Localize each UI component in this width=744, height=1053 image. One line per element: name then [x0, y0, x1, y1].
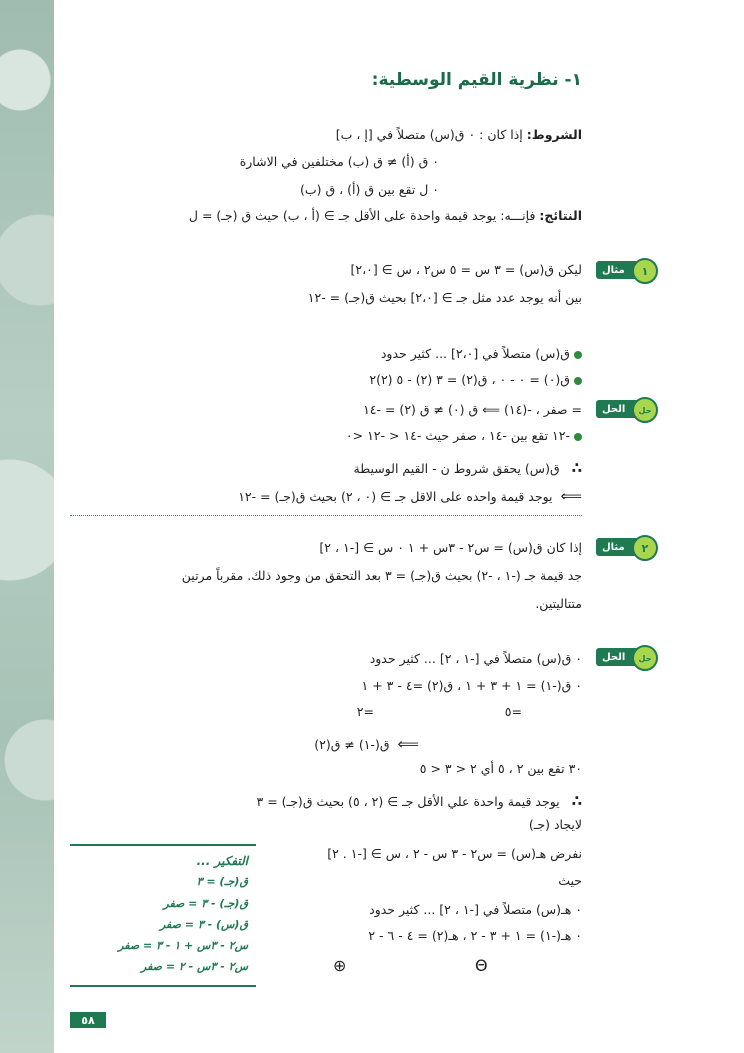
thinking-box — [70, 844, 256, 986]
example2-line1: إذا كان ق(س) = س٢ - ٣س + ١ ٠ س ∋ [-١ ، ٢] — [319, 540, 582, 555]
example2-badge — [596, 538, 652, 556]
example1-step6 — [238, 487, 582, 505]
example2-step5: ٣٠ تقع بين ٢ ، ٥ أي ٢ < ٣ < ٥ — [419, 761, 582, 776]
example1-line1: ليكن ق(س) = ٣ س = ٥ س٢ ، س ∋ [٢،٠] — [350, 262, 582, 277]
example1-step3: = صفر ، -(١٤) ⟸ ق (٠) ≠ ق (٢) = -١٤ — [363, 402, 582, 417]
implies-arrow-icon: ⟸ — [397, 735, 419, 753]
thinking-line4: س٢ - ٣س + ١ - ٣ = صفر — [118, 939, 248, 952]
example1-badge-label: مثال — [602, 264, 625, 276]
example1-solution-badge — [596, 400, 652, 418]
conditions-label: الشروط: — [526, 127, 582, 142]
example1-line2: بين أنه يوجد عدد مثل جـ ∋ [٢،٠] بحيث ق(جـ) = -١٢ — [307, 290, 582, 305]
page-number: ٥٨ — [70, 1012, 106, 1028]
circled-plus-icon: ⊕ — [333, 956, 347, 975]
example2-number: ٢ — [632, 535, 658, 561]
bullet-icon — [574, 433, 582, 441]
example1-number: ١ — [632, 258, 658, 284]
therefore-icon: ∴ — [571, 792, 582, 810]
decorative-side-strip — [0, 0, 54, 1053]
solution-icon: حل — [632, 397, 658, 423]
example2-step10: ٠ هـ(س) متصلاً في [-١ ، ٢] ... كثير حدود — [369, 902, 582, 917]
theta-icon: Θ — [475, 956, 488, 975]
thinking-line3: ق(س) - ٣ = صفر — [159, 918, 248, 931]
example2-step6 — [257, 792, 582, 810]
results-line — [189, 208, 582, 223]
example2-step4-text: ق(-١) ≠ ق(٢) — [314, 737, 390, 752]
example2-line3: متتاليتين. — [535, 596, 582, 611]
example1-step2 — [369, 372, 582, 387]
results-label: النتائج: — [539, 208, 582, 223]
thinking-title: التفكير ... — [196, 854, 248, 868]
conditions-text1: إذا كان : ٠ ق(س) متصلاً في [إ ، ب] — [335, 127, 523, 142]
thinking-top-border — [70, 844, 256, 846]
example1-step4-text: -١٢ تقع بين -١٤ ، صفر حيث -١٤ < -١٢ <٠ — [345, 428, 570, 443]
implies-arrow-icon: ⟸ — [560, 487, 582, 505]
solution-badge-label: الحل — [602, 651, 626, 663]
example2-step11: ٠ هـ(-١) = ١ + ٣ - ٢ ، هـ(٢) = ٤ - ٦ - ٢ — [368, 928, 582, 943]
example1-step5 — [354, 459, 583, 477]
thinking-line2: ق(جـ) - ٣ = صفر — [163, 897, 248, 910]
example2-step3b: =٢ — [356, 704, 374, 719]
example2-step7: لايجاد (جـ) — [528, 817, 582, 832]
example2-step1: ٠ ق(س) متصلاً في [-١ ، ٢] ... كثير حدود — [369, 651, 582, 666]
example2-step4 — [314, 735, 419, 753]
example1-step1 — [381, 346, 582, 361]
therefore-icon: ∴ — [571, 459, 582, 477]
example1-step4 — [346, 428, 582, 443]
thinking-line1: ق(جـ) = ٣ — [196, 875, 248, 888]
bullet-icon — [574, 377, 582, 385]
thinking-line5: س٢ - ٣س - ٢ = صفر — [141, 960, 248, 973]
example2-step2: ٠ ق(-١) = ١ + ٣ + ١ ، ق(٢) =٤ - ٣ + ١ — [361, 678, 582, 693]
solution-badge-label: الحل — [602, 403, 626, 415]
conditions-line2: ٠ ق (أ) ≠ ق (ب) مختلفين في الاشارة — [239, 154, 439, 169]
thinking-bottom-border — [70, 985, 256, 987]
example2-badge-label: مثال — [602, 541, 625, 553]
section-divider — [70, 515, 582, 516]
example2-step9: حيث — [558, 873, 582, 888]
example2-solution-badge — [596, 648, 652, 666]
conditions-line3: ٠ ل تقع بين ق (أ) ، ق (ب) — [300, 182, 439, 197]
example2-step3a: =٥ — [504, 704, 522, 719]
results-text: فإنـــه: يوجد قيمة واحدة على الأقل جـ ∋ (أ ، ب) حيث ق (جـ) = ل — [188, 208, 536, 223]
bullet-icon — [574, 351, 582, 359]
conditions-line1 — [336, 127, 582, 142]
example1-step5-text: ق(س) يحقق شروط ن - القيم الوسيطة — [353, 461, 560, 476]
section-title: ١- نظرية القيم الوسطية: — [371, 70, 582, 90]
example2-line2: جد قيمة جـ (-١ ، -٢) بحيث ق(جـ) = ٣ بعد التحقق من وجود ذلك. مقرباً مرتين — [181, 568, 582, 583]
example1-step2-text: ق(٠) = ٠ - ٠ ، ق(٢) = ٣ (٢) - ٥ (٢)٢ — [369, 372, 570, 387]
example2-step8: نفرض هـ(س) = س٢ - ٣ س - ٢ ، س ∋ [-١ . ٢] — [327, 846, 582, 861]
solution-icon: حل — [632, 645, 658, 671]
example2-step6-text: يوجد قيمة واحدة علي الأقل جـ ∋ (٢ ، ٥) بحيث ق(جـ) = ٣ — [256, 794, 560, 809]
example1-step6-text: يوجد قيمة واحده على الاقل جـ ∋ (٠ ، ٢) بحيث ق(جـ) = -١٢ — [238, 489, 553, 504]
example1-badge — [596, 261, 652, 279]
example1-step1-text: ق(س) متصلاً في [٢،٠] ... كثير حدود — [380, 346, 570, 361]
